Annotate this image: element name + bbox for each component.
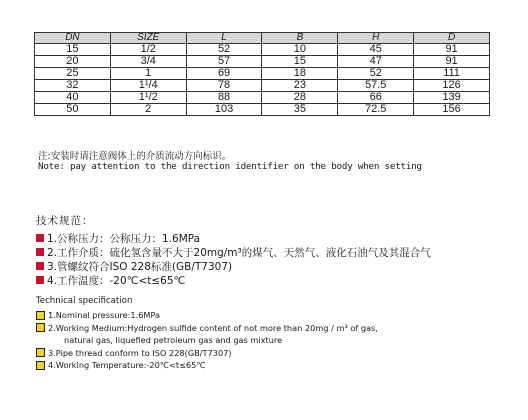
table-row: [35, 92, 490, 104]
spec-en-item: [36, 309, 378, 322]
spec-en-section: [36, 296, 378, 372]
table-cell: 47: [338, 56, 414, 68]
dimension-table: [34, 32, 490, 116]
col-header-h: H: [338, 33, 414, 44]
table-cell: 1: [110, 68, 186, 80]
table-cell: 57: [186, 56, 262, 68]
table-cell: 45: [338, 44, 414, 56]
col-header-dn: DN: [35, 33, 111, 44]
yellow-square-icon: [36, 361, 45, 370]
spec-cn-title: 技术规范：: [36, 215, 94, 227]
table-cell: 3/4: [110, 56, 186, 68]
red-square-icon: [36, 262, 44, 270]
spec-en-text: 4.Working Temperature:-20℃<t≤65℃: [48, 360, 206, 371]
table-cell: 2: [110, 104, 186, 116]
spec-cn-text: 1.公称压力：公称压力：1.6MPa: [47, 232, 201, 245]
table-cell: 25: [35, 68, 111, 80]
table-cell: 103: [186, 104, 262, 116]
table-cell: 28: [262, 92, 338, 104]
table-cell: 23: [262, 80, 338, 92]
table-cell: 52: [186, 44, 262, 56]
red-square-icon: [36, 276, 44, 284]
table-cell: 50: [35, 104, 111, 116]
table-cell: 35: [262, 104, 338, 116]
spec-en-text: natural gas, liquefied petroleum gas and gas mixture: [64, 335, 283, 346]
spec-en-item: [36, 347, 378, 360]
table-cell: 91: [414, 56, 490, 68]
table-cell: 88: [186, 92, 262, 104]
red-square-icon: [36, 234, 44, 242]
table-cell: 91: [414, 44, 490, 56]
table-cell: 52: [338, 68, 414, 80]
table-cell: 20: [35, 56, 111, 68]
table-cell: 18: [262, 68, 338, 80]
table-cell: 32: [35, 80, 111, 92]
table-row: [35, 44, 490, 56]
install-note-cn: 注:安装时请注意阀体上的介质流动方向标识。: [38, 151, 232, 162]
yellow-square-icon: [36, 323, 45, 332]
table-cell: 1¹/4: [110, 80, 186, 92]
table-cell: 15: [35, 44, 111, 56]
table-cell: 1¹/2: [110, 92, 186, 104]
spec-cn-text: 2.工作介质：硫化氢含量不大于20mg/m³的煤气、天然气、液化石油气及其混合气: [47, 246, 431, 259]
table-cell: 111: [414, 68, 490, 80]
spec-cn-item: [36, 273, 431, 287]
table-cell: 156: [414, 104, 490, 116]
yellow-square-icon: [36, 348, 45, 357]
table-cell: 139: [414, 92, 490, 104]
spec-cn-item: [36, 259, 431, 273]
spec-en-text: 2.Working Medium:Hydrogen sulfide content of not more than 20mg / m³ of gas,: [48, 322, 378, 333]
table-header-row: [35, 33, 490, 44]
table-cell: 126: [414, 80, 490, 92]
table-cell: 69: [186, 68, 262, 80]
table-row: [35, 68, 490, 80]
spec-cn-item: [36, 245, 431, 259]
spec-cn-text: 4.工作温度：-20℃<t≤65℃: [47, 274, 186, 287]
table-row: [35, 104, 490, 116]
spec-en-item: [36, 322, 378, 335]
table-cell: 78: [186, 80, 262, 92]
col-header-b: B: [262, 33, 338, 44]
col-header-l: L: [186, 33, 262, 44]
spec-cn-section: [36, 213, 431, 287]
spec-en-title: Technical specification: [36, 296, 133, 306]
install-note-en: Note: pay attention to the direction identifier on the body when setting: [38, 161, 422, 172]
col-header-size: SIZE: [110, 33, 186, 44]
spec-cn-item: [36, 231, 431, 245]
yellow-square-icon: [36, 311, 45, 320]
table-cell: 40: [35, 92, 111, 104]
table-cell: 66: [338, 92, 414, 104]
spec-en-text: 1.Nominal pressure:1.6MPa: [48, 310, 161, 321]
red-square-icon: [36, 248, 44, 256]
table-cell: 57.5: [338, 80, 414, 92]
spec-en-item-continuation: [36, 334, 378, 347]
table-cell: 72.5: [338, 104, 414, 116]
table-cell: 15: [262, 56, 338, 68]
table-row: [35, 80, 490, 92]
spec-en-item: [36, 359, 378, 372]
spec-cn-text: 3.管螺纹符合ISO 228标准(GB/T7307): [47, 260, 233, 273]
table-cell: 1/2: [110, 44, 186, 56]
spec-en-text: 3.Pipe thread conform to ISO 228(GB/T7307): [48, 347, 232, 358]
col-header-d: D: [414, 33, 490, 44]
table-cell: 10: [262, 44, 338, 56]
table-row: [35, 56, 490, 68]
